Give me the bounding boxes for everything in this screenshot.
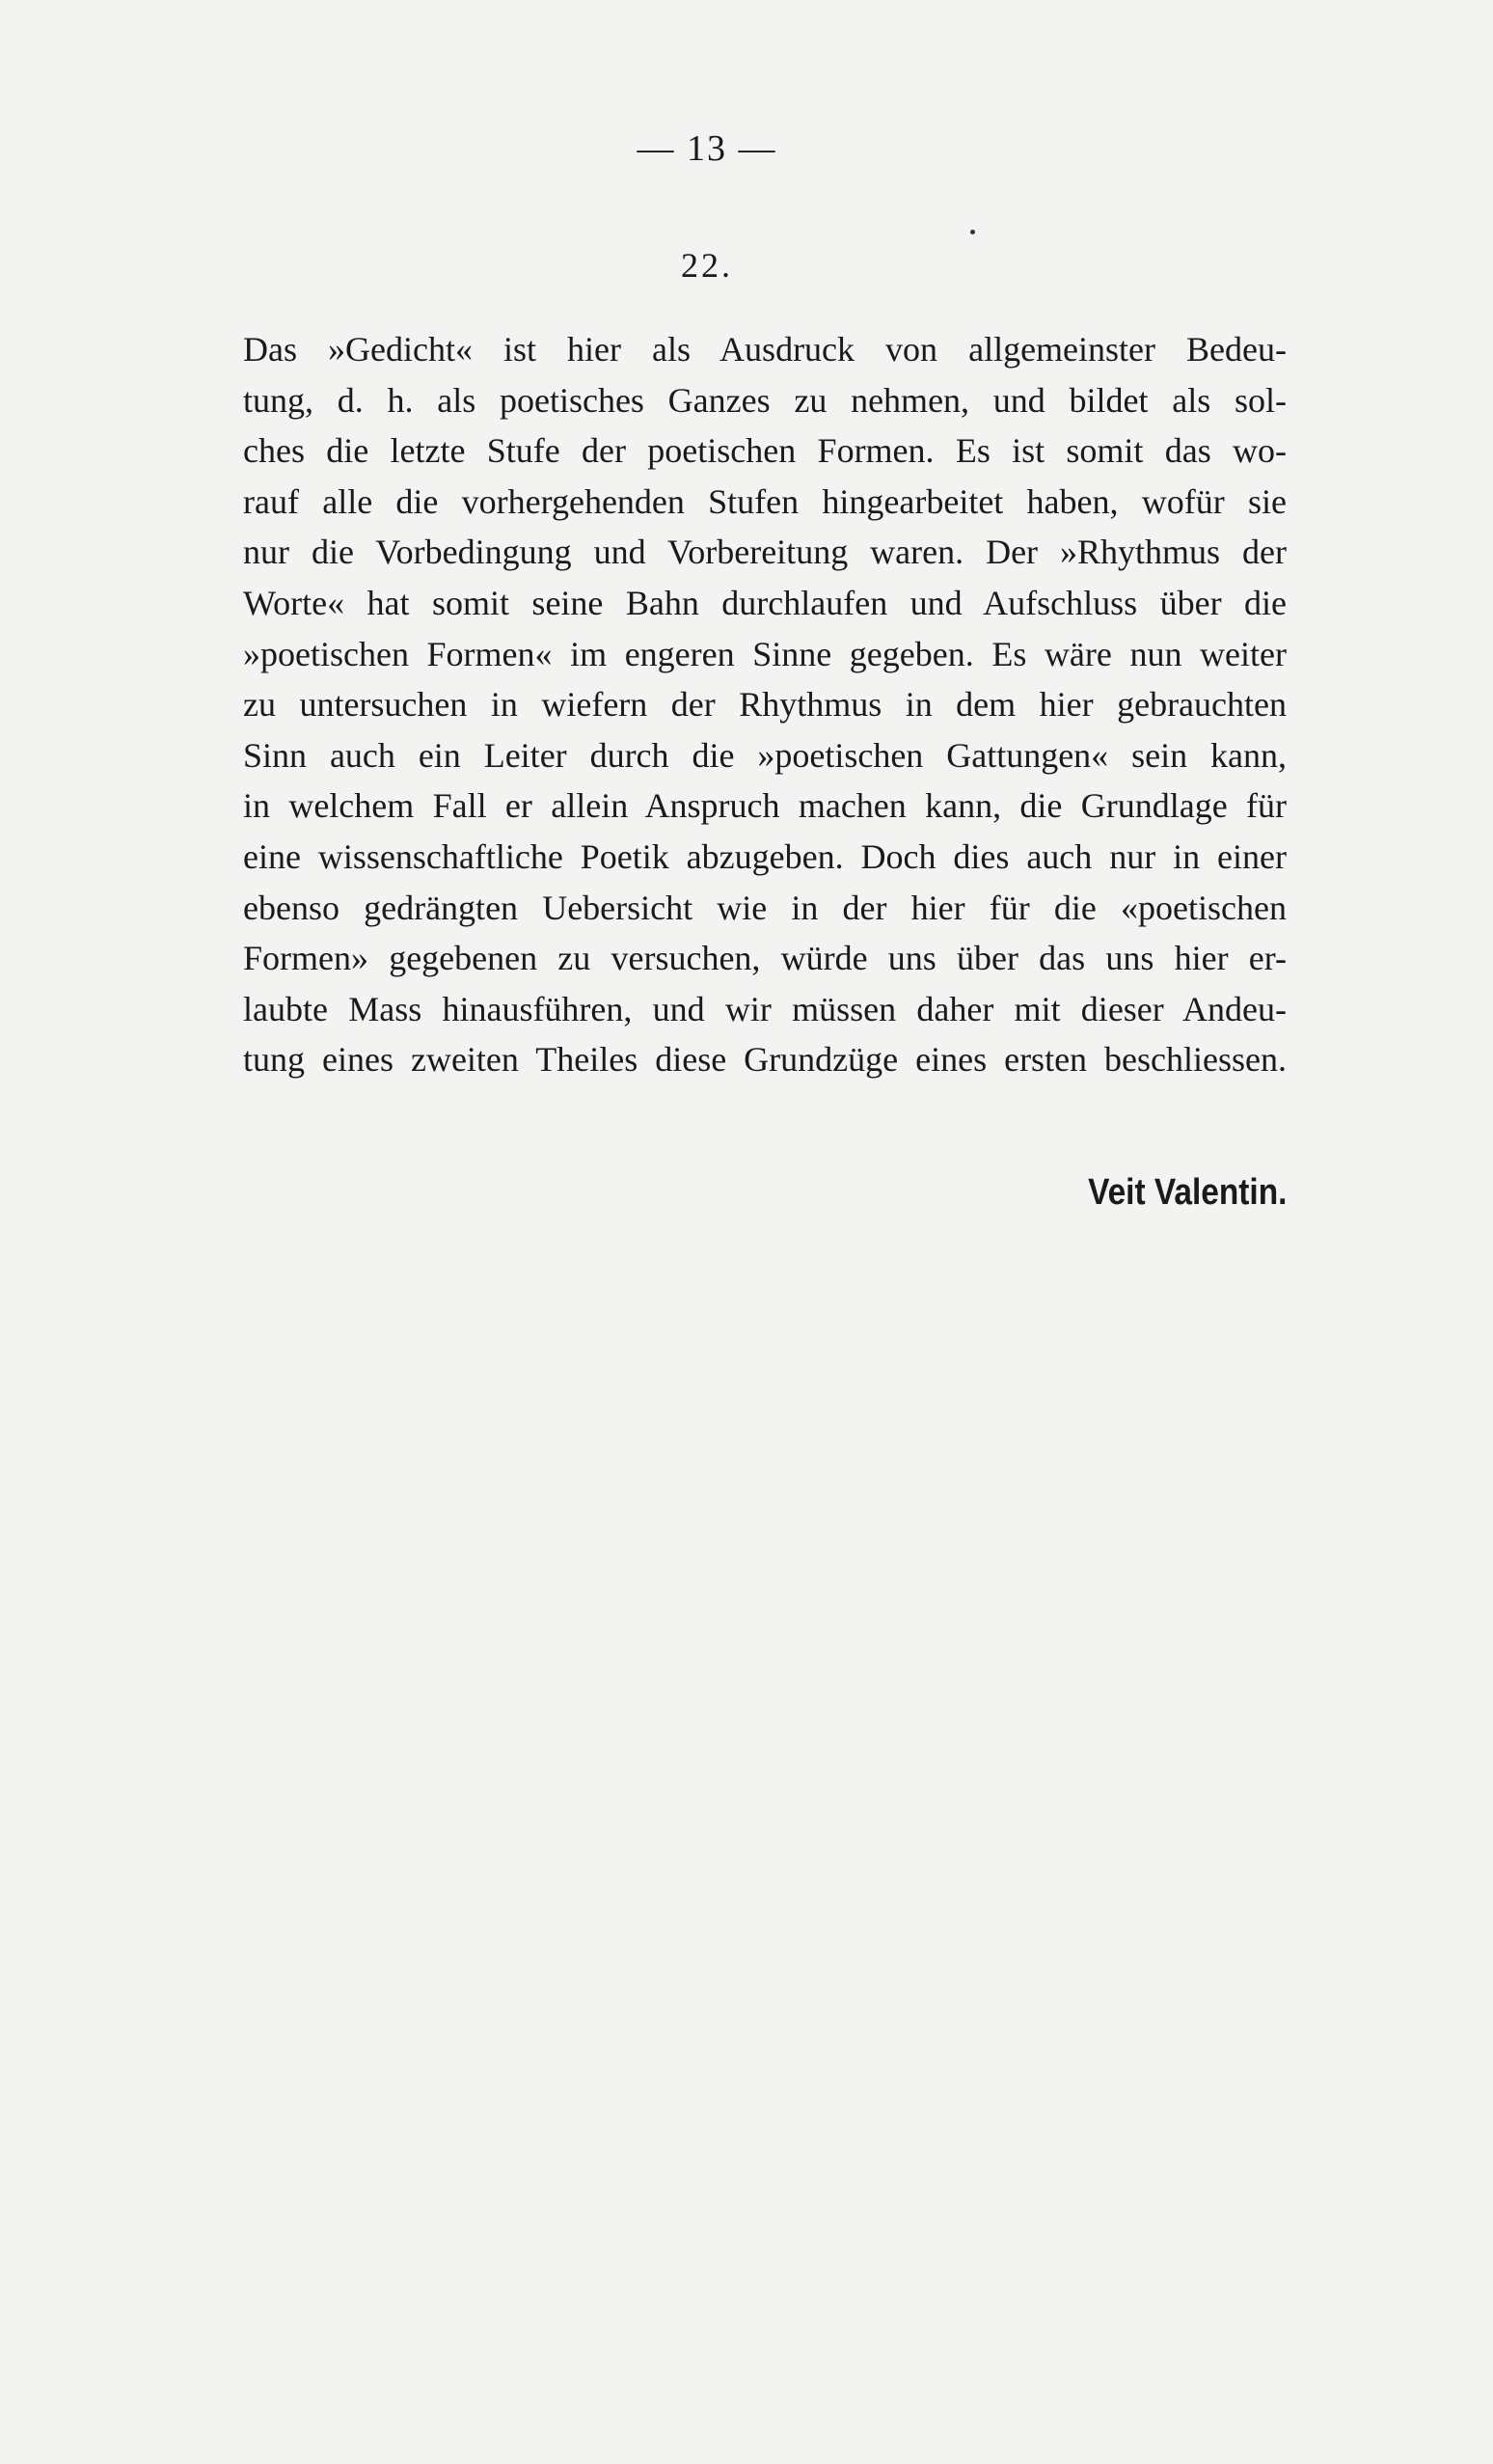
text-line: rauf alle die vorhergehenden Stufen hingearbeitet haben, wofür sie <box>243 481 1287 521</box>
section-number: 22. <box>681 246 733 285</box>
text-line: in welchem Fall er allein Anspruch machen kann, die Grundlage für <box>243 786 1287 826</box>
author-signature: Veit Valentin. <box>1087 1172 1287 1213</box>
page-number: — 13 — <box>637 128 777 169</box>
text-line: nur die Vorbedingung und Vorbereitung waren. Der »Rhythmus der <box>243 533 1287 572</box>
text-line: laubte Mass hinausführen, und wir müssen daher mit dieser Andeu- <box>243 989 1287 1028</box>
text-line: ches die letzte Stufe der poetischen Formen. Es ist somit das wo- <box>243 431 1287 471</box>
text-line: Formen» gegebenen zu versuchen, würde uns über das uns hier er- <box>243 939 1287 978</box>
text-line: »poetischen Formen« im engeren Sinne gegeben. Es wäre nun weiter <box>243 634 1287 673</box>
ink-speck <box>970 230 975 234</box>
text-line: zu untersuchen in wiefern der Rhythmus in dem hier gebrauchten <box>243 685 1287 725</box>
text-line: Worte« hat somit seine Bahn durchlaufen und Aufschluss über die <box>243 583 1287 622</box>
text-line: eine wissenschaftliche Poetik abzugeben. Doch dies auch nur in einer <box>243 836 1287 876</box>
text-line: Sinn auch ein Leiter durch die »poetischen Gattungen« sein kann, <box>243 735 1287 775</box>
text-line: tung, d. h. als poetisches Ganzes zu nehmen, und bildet als sol- <box>243 380 1287 420</box>
text-line: tung eines zweiten Theiles diese Grundzüge eines ersten beschliessen. <box>243 1040 1287 1080</box>
text-line: ebenso gedrängten Uebersicht wie in der hier für die «poetischen <box>243 888 1287 927</box>
text-line: Das »Gedicht« ist hier als Ausdruck von allgemeinster Bedeu- <box>243 330 1287 369</box>
paragraph <box>243 324 1287 1085</box>
